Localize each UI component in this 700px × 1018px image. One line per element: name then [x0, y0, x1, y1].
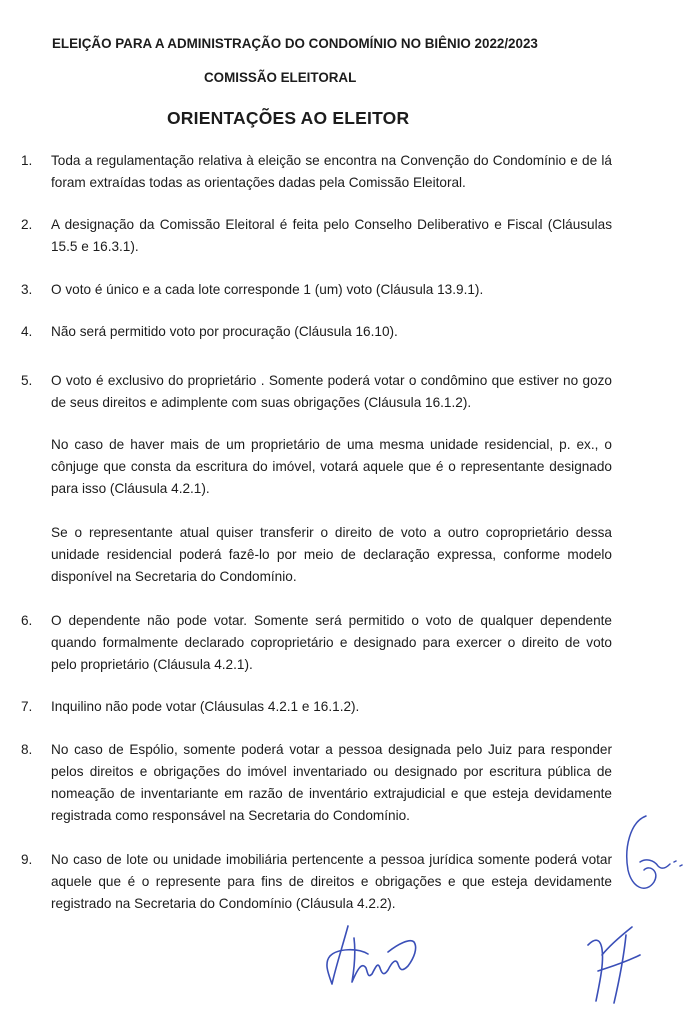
item-number: 5.	[21, 373, 33, 388]
item-number: 3.	[21, 282, 33, 297]
item-text: A designação da Comissão Eleitoral é feita pelo Conselho Deliberativo e Fiscal (Cláusulas 15.5 e 16.3.1).	[51, 217, 612, 254]
item-number: 1.	[21, 153, 33, 168]
item-text: No caso de lote ou unidade imobiliária pertencente a pessoa jurídica somente poderá votar aquele que é o represente para fins de direitos e obrigações e que esteja devidamente registrado na Secretaria do Condomínio (Cláusula 4.2.2).	[51, 852, 612, 911]
item-number: 7.	[21, 699, 33, 714]
item-number: 6.	[21, 613, 33, 628]
item-text: Se o representante atual quiser transferir o direito de voto a outro coproprietário dessa unidade residencial poderá fazê-lo por meio de declaração expressa, conforme modelo disponível na Secretaria do Condomínio.	[51, 525, 612, 584]
signature-right-bottom	[580, 915, 660, 1010]
item-text: O voto é exclusivo do proprietário . Somente poderá votar o condômino que estiver no gozo de seus direitos e adimplente com suas obrigações (Cláusula 16.1.2).	[51, 373, 612, 410]
item-number: 4.	[21, 324, 33, 339]
item-text: Toda a regulamentação relativa à eleição se encontra na Convenção do Condomínio e de lá foram extraídas todas as orientações dadas pela Comissão Eleitoral.	[51, 153, 612, 190]
item-number: 8.	[21, 742, 33, 757]
item-number: 2.	[21, 217, 33, 232]
item-text: No caso de Espólio, somente poderá votar a pessoa designada pelo Juiz para responder pelos direitos e obrigações do imóvel inventariado ou designado por escritura pública de nomeação de inventariante em razão de inventário extrajudicial e que esteja devidamente registrada como responsável na Secretaria do Condomínio.	[51, 742, 612, 823]
page-title: ORIENTAÇÕES AO ELEITOR	[167, 108, 410, 128]
item-text: O dependente não pode votar. Somente será permitido o voto de qualquer dependente quando formalmente declarado coproprietário e designado para exercer o direito de voto pelo proprietário (Cláusula 4.2.1).	[51, 613, 612, 672]
item-text: No caso de haver mais de um proprietário de uma mesma unidade residencial, p. ex., o cônjuge que consta da escritura do imóvel, votará aquele que é o representante designado para isso (Cláusula 4.2.1).	[51, 437, 612, 496]
item-text: Não será permitido voto por procuração (Cláusula 16.10).	[51, 324, 398, 339]
signature-right-initials	[620, 808, 690, 903]
commission-heading: COMISSÃO ELEITORAL	[204, 70, 357, 85]
item-text: O voto é único e a cada lote corresponde 1 (um) voto (Cláusula 13.9.1).	[51, 282, 484, 297]
signature-center	[318, 918, 428, 993]
election-heading: ELEIÇÃO PARA A ADMINISTRAÇÃO DO CONDOMÍNIO NO BIÊNIO 2022/2023	[52, 36, 538, 51]
item-number: 9.	[21, 852, 33, 867]
item-text: Inquilino não pode votar (Cláusulas 4.2.1 e 16.1.2).	[51, 699, 360, 714]
